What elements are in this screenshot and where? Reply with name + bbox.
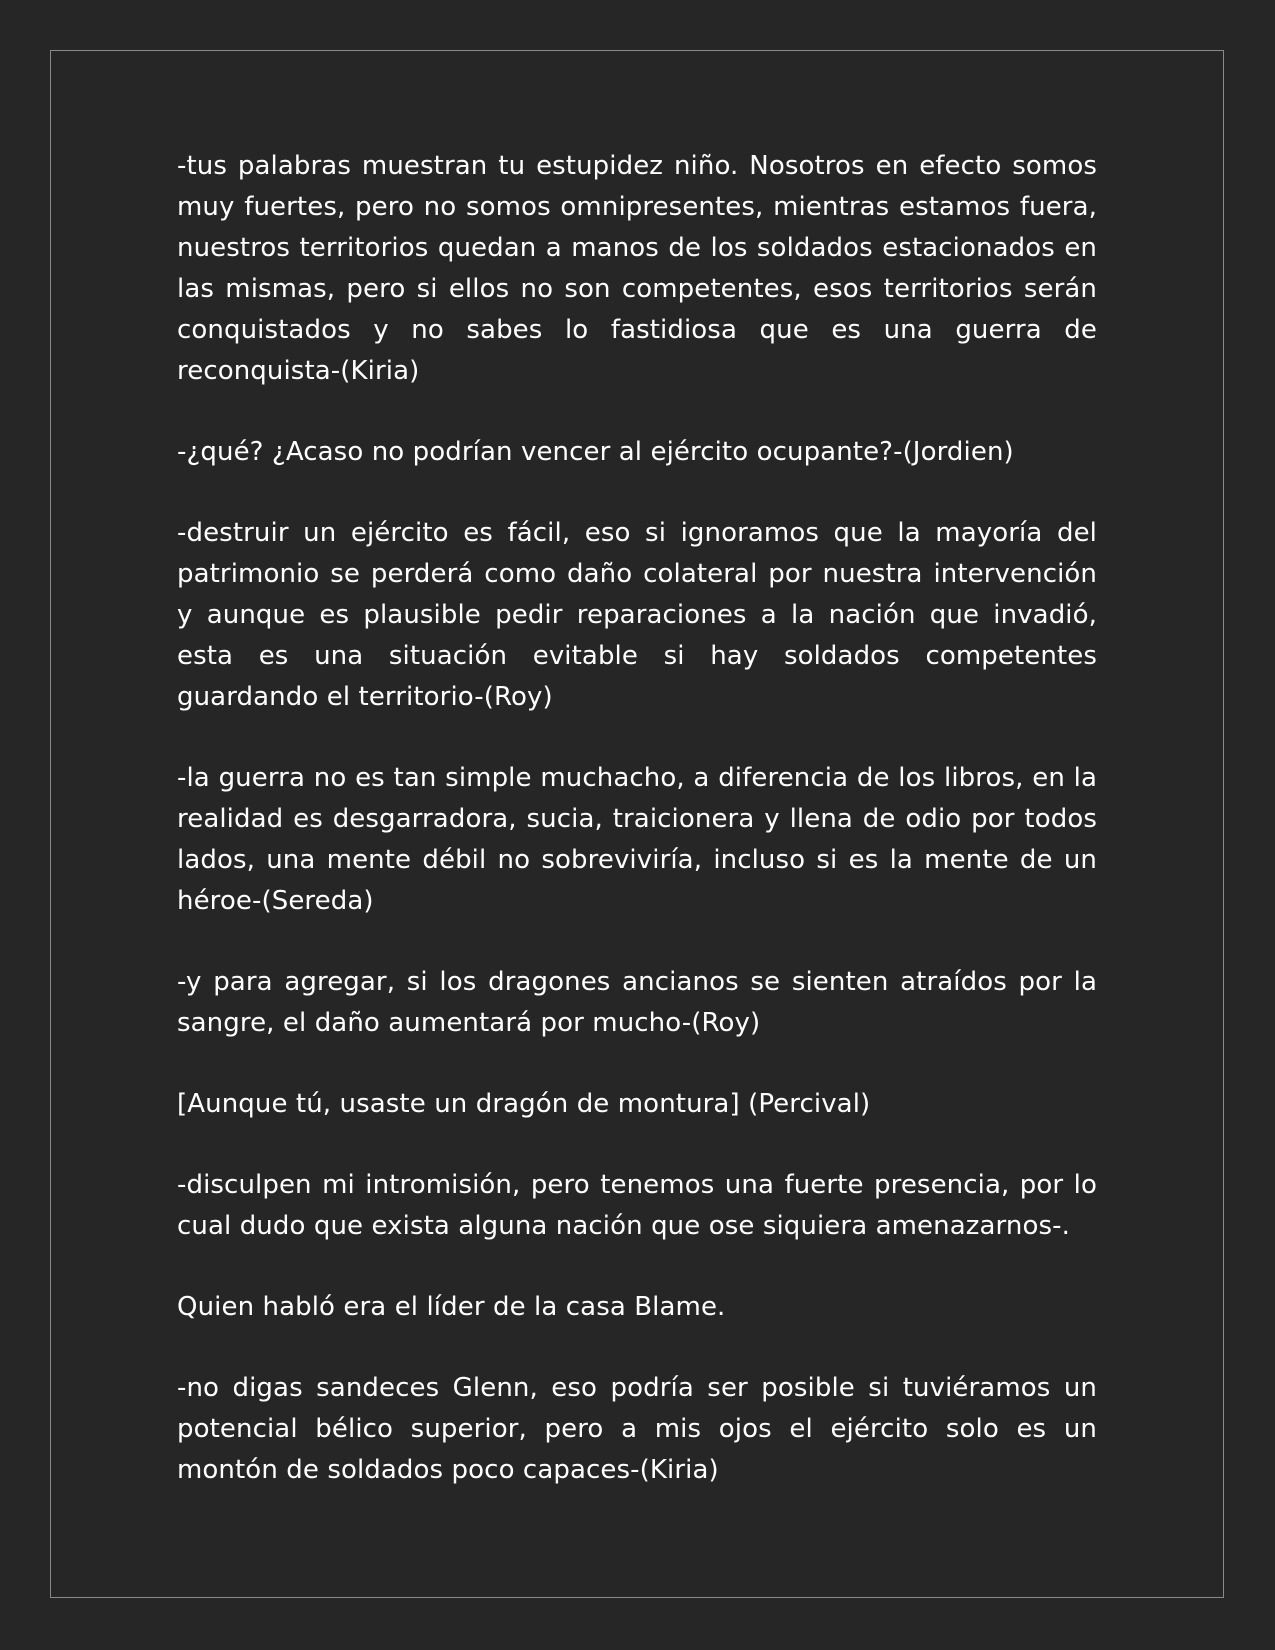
- paragraph-kiria-2: -no digas sandeces Glenn, eso podría ser posible si tuviéramos un potencial bélico superior, pero a mis ojos el ejército solo es un montón de soldados poco capaces-(Kiria): [177, 1373, 1097, 1485]
- text-body: [177, 146, 1097, 1531]
- paragraph-narration: Quien habló era el líder de la casa Blame.: [177, 1292, 726, 1322]
- paragraph-roy-1: -destruir un ejército es fácil, eso si ignoramos que la mayoría del patrimonio se perderá como daño colateral por nuestra intervención y aunque es plausible pedir reparaciones a la nación que invadió, esta es una situación evitable si hay soldados competentes guardando el territorio-(Roy): [177, 518, 1097, 712]
- paragraph-kiria-1: -tus palabras muestran tu estupidez niño. Nosotros en efecto somos muy fuertes, pero no somos omnipresentes, mientras estamos fuera, nuestros territorios quedan a manos de los soldados estacionados en las mismas, pero si ellos no son competentes, esos territorios serán conquistados y no sabes lo fastidiosa que es una guerra de reconquista-(Kiria): [177, 151, 1097, 386]
- paragraph-percival: [Aunque tú, usaste un dragón de montura] (Percival): [177, 1089, 871, 1119]
- paragraph-jordien: -¿qué? ¿Acaso no podrían vencer al ejército ocupante?-(Jordien): [177, 437, 1014, 467]
- paragraph-sereda: -la guerra no es tan simple muchacho, a diferencia de los libros, en la realidad es desgarradora, sucia, traicionera y llena de odio por todos lados, una mente débil no sobreviviría, incluso si es la mente de un héroe-(Sereda): [177, 763, 1097, 916]
- paragraph-roy-2: -y para agregar, si los dragones ancianos se sienten atraídos por la sangre, el daño aumentará por mucho-(Roy): [177, 967, 1097, 1038]
- paragraph-glenn: -disculpen mi intromisión, pero tenemos una fuerte presencia, por lo cual dudo que exista alguna nación que ose siquiera amenazarnos-.: [177, 1170, 1097, 1241]
